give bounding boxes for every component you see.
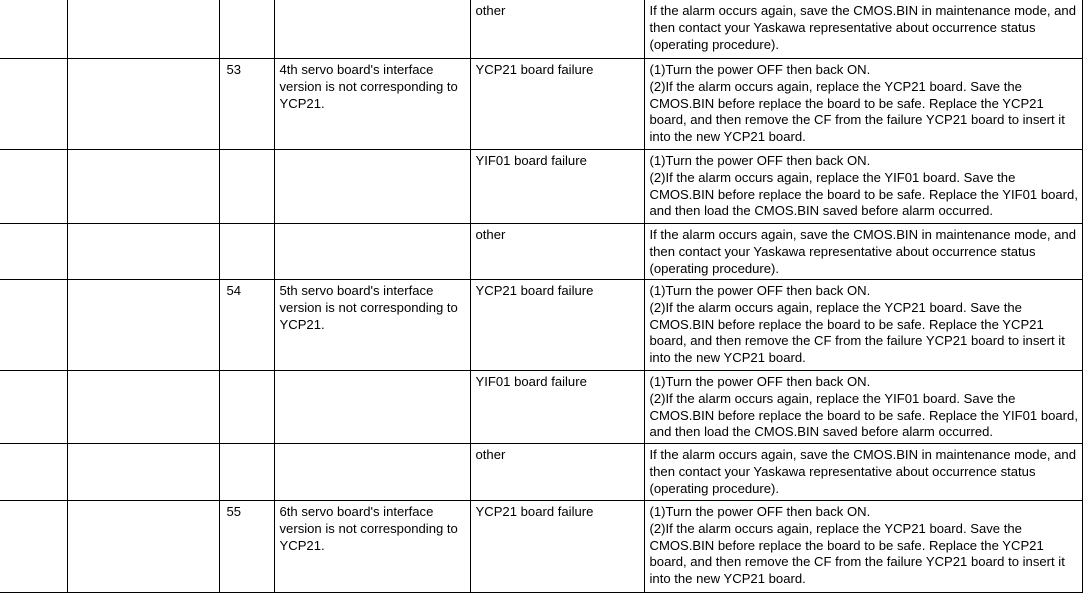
sub-code-cell: 55 — [219, 501, 274, 593]
blank-cell — [67, 280, 219, 371]
blank-cell — [0, 501, 67, 593]
blank-cell — [67, 0, 219, 59]
sub-code-cell: 54 — [219, 280, 274, 371]
remedy-cell: (1)Turn the power OFF then back ON. (2)If the alarm occurs again, replace the YCP21 board. Save the CMOS.BIN before replace the board to be safe. Replace the YCP21 board, and then remove the CF from the failure YCP21 board to insert it into the new YCP21 board. — [644, 501, 1082, 593]
table-row — [0, 224, 1082, 280]
sub-code-cell — [219, 224, 274, 280]
cause-cell: other — [470, 444, 644, 501]
blank-cell — [67, 371, 219, 444]
table-row — [0, 150, 1082, 224]
blank-cell — [0, 0, 67, 59]
cause-cell: other — [470, 0, 644, 59]
table-row — [0, 280, 1082, 371]
table-row — [0, 444, 1082, 501]
cause-cell: other — [470, 224, 644, 280]
table-row — [0, 371, 1082, 444]
table-row — [0, 0, 1082, 59]
blank-cell — [67, 59, 219, 150]
cause-cell: YCP21 board failure — [470, 280, 644, 371]
blank-cell — [0, 371, 67, 444]
table-row — [0, 59, 1082, 150]
description-cell — [274, 0, 470, 59]
sub-code-cell — [219, 0, 274, 59]
remedy-cell: (1)Turn the power OFF then back ON. (2)If the alarm occurs again, replace the YIF01 board. Save the CMOS.BIN before replace the board to be safe. Replace the YIF01 board, and then load the CMOS.BIN saved before alarm occurred. — [644, 371, 1082, 444]
sub-code-cell — [219, 371, 274, 444]
remedy-cell: (1)Turn the power OFF then back ON. (2)If the alarm occurs again, replace the YCP21 board. Save the CMOS.BIN before replace the board to be safe. Replace the YCP21 board, and then remove the CF from the failure YCP21 board to insert it into the new YCP21 board. — [644, 280, 1082, 371]
blank-cell — [67, 444, 219, 501]
description-cell: 5th servo board's interface version is not corresponding to YCP21. — [274, 280, 470, 371]
remedy-cell: If the alarm occurs again, save the CMOS.BIN in maintenance mode, and then contact your Yaskawa representative about occurrence status (operating procedure). — [644, 224, 1082, 280]
blank-cell — [67, 150, 219, 224]
blank-cell — [0, 59, 67, 150]
description-cell — [274, 150, 470, 224]
blank-cell — [0, 224, 67, 280]
description-cell — [274, 224, 470, 280]
sub-code-cell — [219, 444, 274, 501]
blank-cell — [67, 501, 219, 593]
description-cell — [274, 371, 470, 444]
blank-cell — [0, 280, 67, 371]
table-row — [0, 501, 1082, 593]
cause-cell: YIF01 board failure — [470, 150, 644, 224]
remedy-cell: If the alarm occurs again, save the CMOS.BIN in maintenance mode, and then contact your Yaskawa representative about occurrence status (operating procedure). — [644, 0, 1082, 59]
cause-cell: YCP21 board failure — [470, 501, 644, 593]
blank-cell — [0, 150, 67, 224]
cause-cell: YIF01 board failure — [470, 371, 644, 444]
cause-cell: YCP21 board failure — [470, 59, 644, 150]
blank-cell — [0, 444, 67, 501]
sub-code-cell: 53 — [219, 59, 274, 150]
remedy-cell: (1)Turn the power OFF then back ON. (2)If the alarm occurs again, replace the YCP21 board. Save the CMOS.BIN before replace the board to be safe. Replace the YCP21 board, and then remove the CF from the failure YCP21 board to insert it into the new YCP21 board. — [644, 59, 1082, 150]
description-cell — [274, 444, 470, 501]
description-cell: 4th servo board's interface version is not corresponding to YCP21. — [274, 59, 470, 150]
blank-cell — [67, 224, 219, 280]
sub-code-cell — [219, 150, 274, 224]
description-cell: 6th servo board's interface version is not corresponding to YCP21. — [274, 501, 470, 593]
remedy-cell: If the alarm occurs again, save the CMOS.BIN in maintenance mode, and then contact your Yaskawa representative about occurrence status (operating procedure). — [644, 444, 1082, 501]
remedy-cell: (1)Turn the power OFF then back ON. (2)If the alarm occurs again, replace the YIF01 board. Save the CMOS.BIN before replace the board to be safe. Replace the YIF01 board, and then load the CMOS.BIN saved before alarm occurred. — [644, 150, 1082, 224]
